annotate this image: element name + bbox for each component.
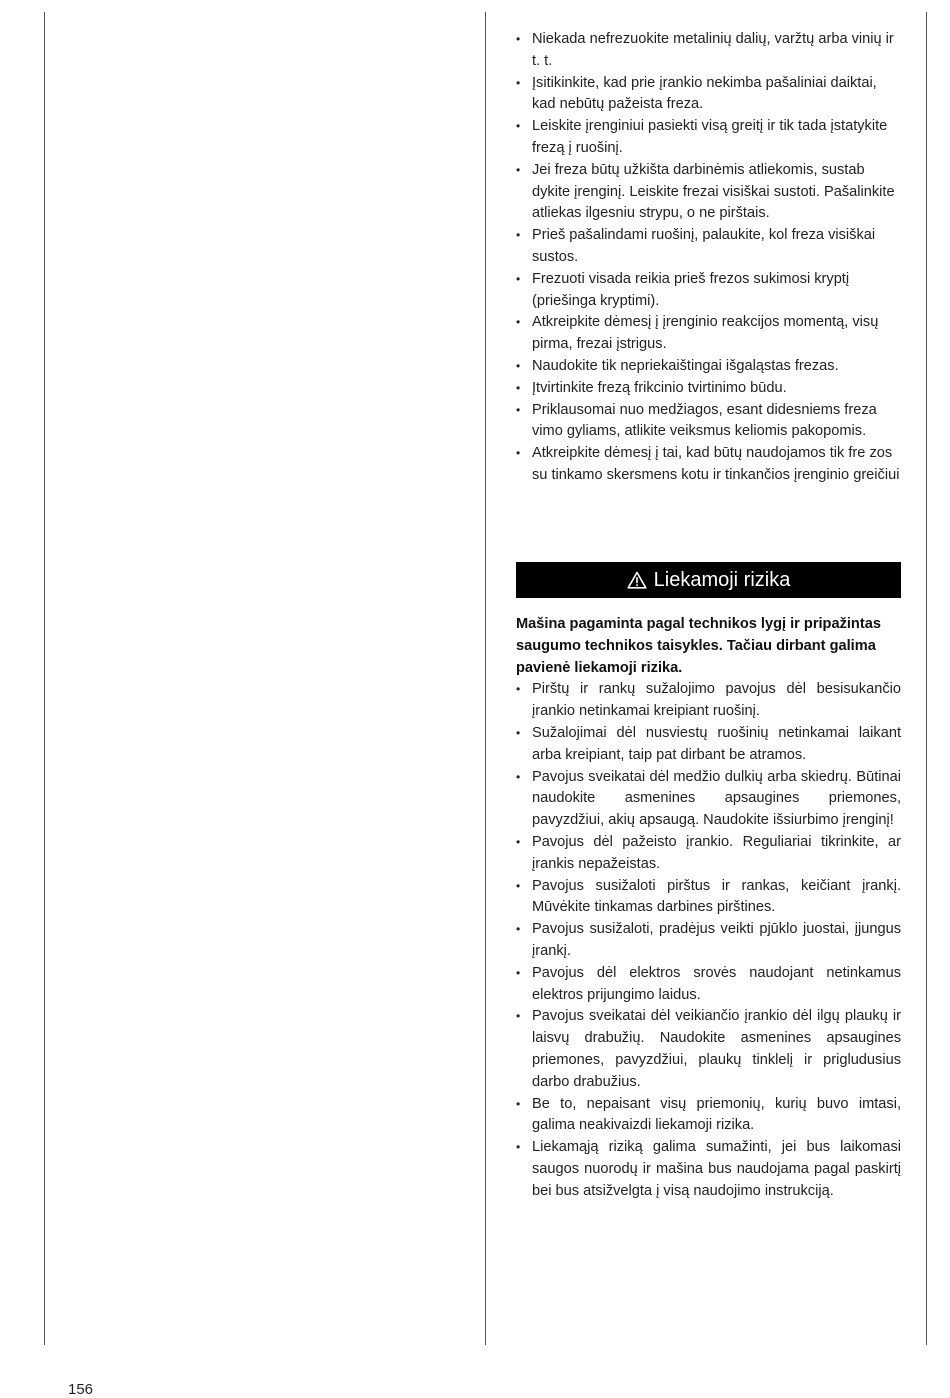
residual-risk-list [516, 679, 901, 1202]
warning-triangle-icon [627, 571, 647, 589]
list-item: • Pavojus susižaloti pirštus ir rankas, keičiant įrankį. Mūvėkite tinkamas darbines pirštines. [516, 876, 901, 920]
page-number: 156 [68, 1381, 94, 1398]
list-item: • Jei freza būtų užkišta darbinėmis atliekomis, sustab dykite įrenginį. Leiskite frezai visiškai sustoti. Pašalinkite atliekas ilgesniu strypu, o ne pirštais. [516, 160, 901, 225]
right-margin-rule [926, 12, 927, 1345]
list-item: • Frezuoti visada reikia prieš frezos sukimosi kryptį (priešinga kryptimi). [516, 269, 901, 313]
list-item: • Atkreipkite dėmesį į tai, kad būtų naudojamos tik fre zos su tinkamo skersmens kotu ir tinkančios įrenginio greičiui [516, 443, 901, 487]
list-item: • Pavojus sveikatai dėl veikiančio įrankio dėl ilgų plaukų ir laisvų drabužių. Naudokite asmenines apsaugines priemones, pavyzdžiui, plaukų tinklelį ir prigludusius darbo drabužius. [516, 1006, 901, 1093]
list-item: • Pavojus dėl pažeisto įrankio. Reguliariai tikrinkite, ar įrankis nepažeistas. [516, 832, 901, 876]
safety-instructions-list [516, 29, 901, 487]
left-margin-rule [44, 12, 45, 1345]
list-item: • Pavojus dėl elektros srovės naudojant netinkamus elektros prijungimo laidus. [516, 963, 901, 1007]
list-item: • Niekada nefrezuokite metalinių dalių, varžtų arba vinių ir t. t. [516, 29, 901, 73]
list-item: • Sužalojimai dėl nusviestų ruošinių netinkamai laikant arba kreipiant, taip pat dirbant be atramos. [516, 723, 901, 767]
list-item: • Liekamąją riziką galima sumažinti, jei bus laikomasi saugos nuorodų ir mašina bus naudojama pagal paskirtį bei bus atsižvelgta į visą naudojimo instrukciją. [516, 1137, 901, 1202]
list-item: • Įsitikinkite, kad prie įrankio nekimba pašaliniai daiktai, kad nebūtų pažeista freza. [516, 73, 901, 117]
list-item: • Pavojus sveikatai dėl medžio dulkių arba skiedrų. Būtinai naudokite asmenines apsaugines priemones, pavyzdžiui, akių apsaugą. Naudokite išsiurbimo įrenginį! [516, 767, 901, 832]
list-item: • Leiskite įrenginiui pasiekti visą greitį ir tik tada įstatykite frezą į ruošinį. [516, 116, 901, 160]
list-item: • Priklausomai nuo medžiagos, esant didesniems freza vimo gyliams, atlikite veiksmus keliomis pakopomis. [516, 400, 901, 444]
list-item: • Naudokite tik nepriekaištingai išgaląstas frezas. [516, 356, 901, 378]
list-item: • Įtvirtinkite frezą frikcinio tvirtinimo būdu. [516, 378, 901, 400]
residual-risk-heading [516, 562, 901, 598]
list-item: • Atkreipkite dėmesį į įrenginio reakcijos momentą, visų pirma, frezai įstrigus. [516, 312, 901, 356]
residual-risk-heading-text: Liekamoji rizika [653, 568, 791, 591]
column-divider-rule [485, 12, 486, 1345]
list-item: • Prieš pašalindami ruošinį, palaukite, kol freza visiškai sustos. [516, 225, 901, 269]
list-item: • Pavojus susižaloti, pradėjus veikti pjūklo juostai, įjungus įrankį. [516, 919, 901, 963]
residual-risk-intro: Mašina pagaminta pagal technikos lygį ir pripažintas saugumo technikos taisykles. Tačiau dirbant galima pavienė liekamoji rizika. [516, 616, 881, 676]
list-item: • Be to, nepaisant visų priemonių, kurių buvo imtasi, galima neakivaizdi liekamoji rizika. [516, 1094, 901, 1138]
residual-risk-section [516, 614, 901, 1203]
list-item: • Pirštų ir rankų sužalojimo pavojus dėl besisukančio įrankio netinkamai kreipiant ruošinį. [516, 679, 901, 723]
